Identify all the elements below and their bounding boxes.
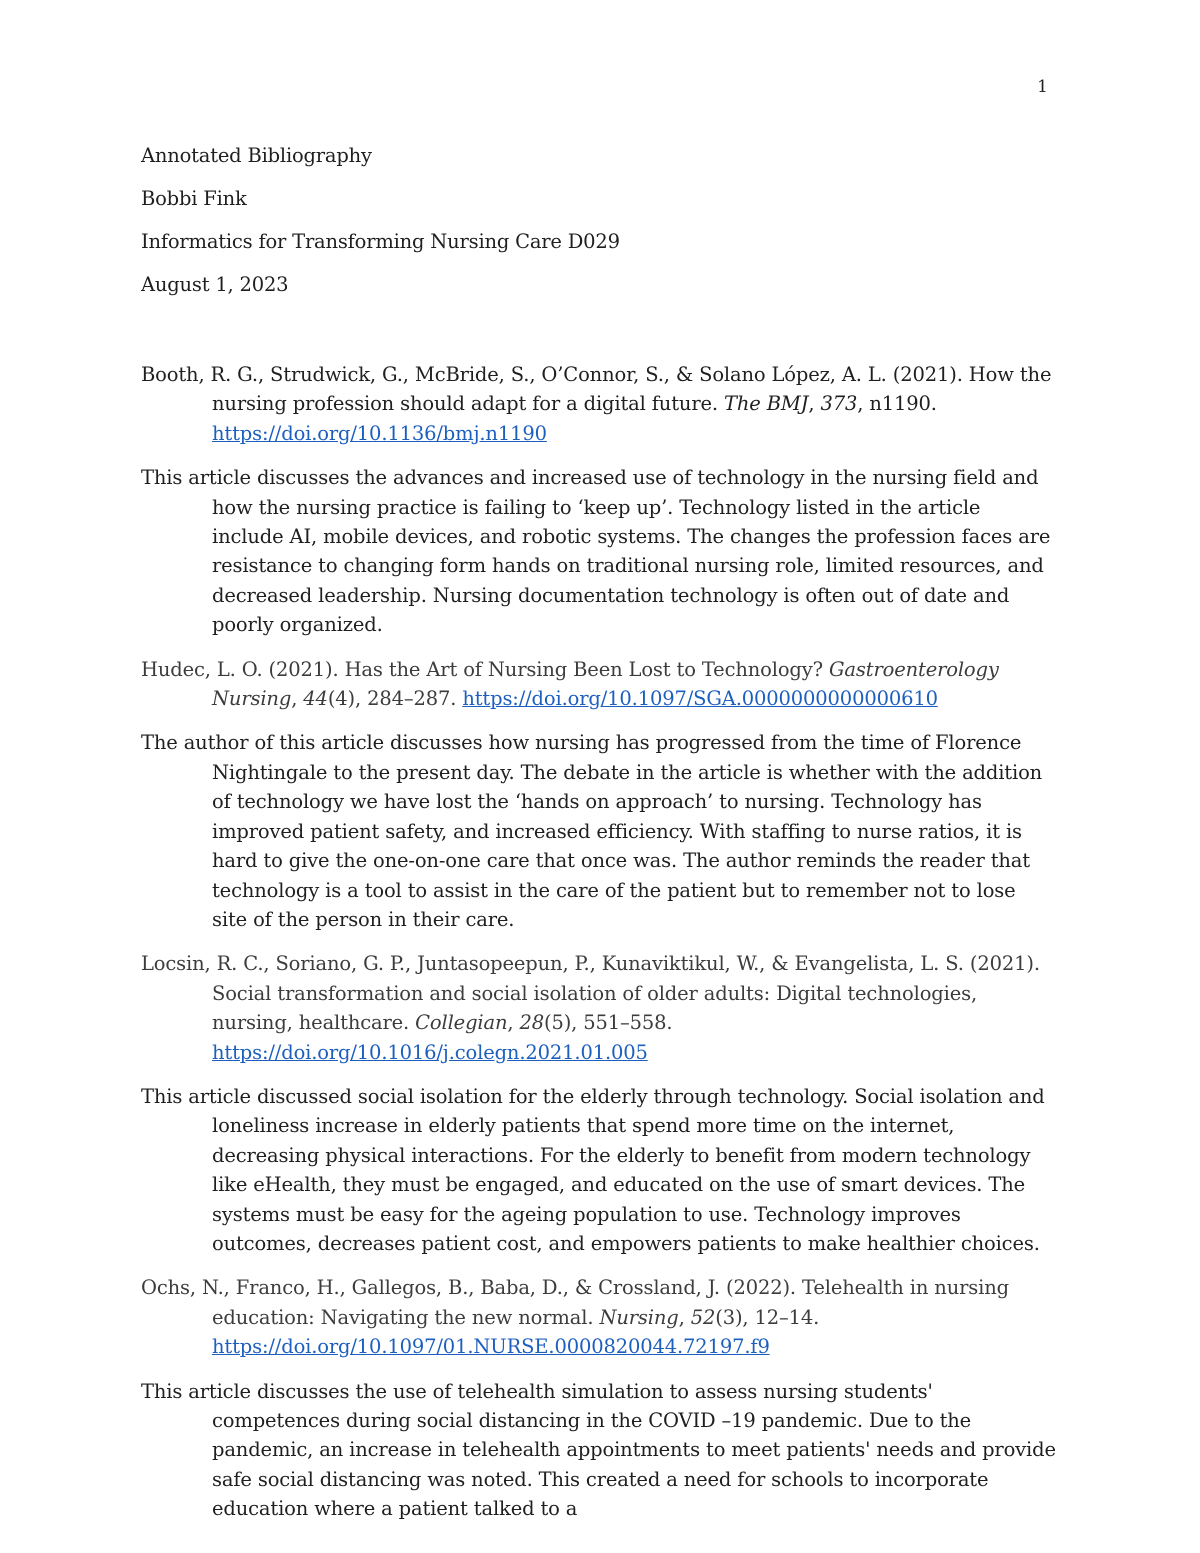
author-name: Bobbi Fink xyxy=(141,187,247,210)
doi-link[interactable]: https://doi.org/10.1016/j.colegn.2021.01.005 xyxy=(212,1040,648,1064)
course-name: Informatics for Transforming Nursing Care D029 xyxy=(141,230,620,253)
journal-title: Collegian xyxy=(415,1011,508,1035)
journal-title: Gastroenterology Nursing xyxy=(212,657,999,711)
citation-pages: , 12–14. xyxy=(742,1305,820,1329)
doi-link[interactable]: https://doi.org/10.1097/SGA.0000000000000610 xyxy=(462,687,938,711)
reference-annotation: This article discusses the use of telehealth simulation to assess nursing students' competences during social distancing in the COVID –19 pandemic. Due to the pandemic, an increase in telehealth appointments to meet patients' needs and provide safe social distancing was noted. This created a need for schools to incorporate education where a patient talked to a xyxy=(141,1379,1056,1521)
reference-citation xyxy=(141,360,1056,448)
citation-text: Booth, R. G., Strudwick, G., McBride, S., O’Connor, S., & Solano López, A. L. (2021). How the nursing profession should adapt for a digital future. xyxy=(141,363,1052,416)
page-number: 1 xyxy=(1037,77,1048,97)
journal-volume: 373 xyxy=(820,392,858,416)
doi-link[interactable]: https://doi.org/10.1097/01.NURSE.0000820044.72197.f9 xyxy=(212,1335,770,1359)
reference-annotation: This article discusses the advances and increased use of technology in the nursing field and how the nursing practice is failing to ‘keep up’. Technology listed in the article include AI, mobile devices, and robotic systems. The changes the profession faces are resistance to changing form hands on traditional nursing role, limited resources, and decreased leadership. Nursing documentation technology is often out of date and poorly organized. xyxy=(141,466,1051,637)
journal-volume: 44 xyxy=(303,687,328,711)
journal-volume: 52 xyxy=(690,1305,716,1329)
reference-annotation: The author of this article discusses how nursing has progressed from the time of Florence Nightingale to the present day. The debate in the article is whether with the addition of technology we have lost the ‘hands on approach’ to nursing. Technology has improved patient safety, and increased efficiency. With staffing to nurse ratios, it is hard to give the one-on-one care that once was. The author reminds the reader that technology is a tool to assist in the care of the patient but to remember not to lose site of the person in their care. xyxy=(141,731,1043,931)
citation-separator: , xyxy=(291,687,304,711)
citation-pages: , n1190. xyxy=(857,392,937,416)
journal-title: The BMJ xyxy=(723,392,809,416)
citation-text: Ochs, N., Franco, H., Gallegos, B., Baba, D., & Crossland, J. (2022). Telehealth in nursing education: Navigating the new normal. xyxy=(141,1276,1009,1329)
citation-separator: , xyxy=(808,392,821,416)
document-body xyxy=(141,142,1056,1539)
journal-issue: (4) xyxy=(327,687,355,711)
citation-text: Locsin, R. C., Soriano, G. P., Juntasopeepun, P., Kunaviktikul, W., & Evangelista, L. S. (2021). Social transformation and social isolation of older adults: Digital technologies, nursing, healthcare. xyxy=(141,952,1040,1035)
journal-volume: 28 xyxy=(519,1011,544,1035)
reference-annotation: This article discussed social isolation for the elderly through technology. Social isolation and loneliness increase in elderly patients that spend more time on the internet, decreasing physical interactions. For the elderly to benefit from modern technology like eHealth, they must be engaged, and educated on the use of smart devices. The systems must be easy for the ageing population to use. Technology improves outcomes, decreases patient cost, and empowers patients to make healthier choices. xyxy=(141,1084,1045,1255)
citation-pages: , 284–287. xyxy=(354,687,463,711)
header-spacer xyxy=(141,314,1056,360)
journal-issue: (3) xyxy=(715,1305,743,1329)
reference-citation xyxy=(141,655,1056,714)
document-title: Annotated Bibliography xyxy=(141,144,372,167)
journal-issue: (5) xyxy=(544,1011,572,1035)
journal-title: Nursing xyxy=(599,1305,679,1329)
reference-citation xyxy=(141,1273,1056,1361)
citation-separator: , xyxy=(678,1305,691,1329)
citation-text: Hudec, L. O. (2021). Has the Art of Nursing Been Lost to Technology? xyxy=(141,657,829,681)
citation-pages: , 551–558. xyxy=(571,1011,673,1035)
reference-citation xyxy=(141,949,1056,1067)
document-date: August 1, 2023 xyxy=(141,273,289,296)
citation-separator: , xyxy=(507,1011,520,1035)
doi-link[interactable]: https://doi.org/10.1136/bmj.n1190 xyxy=(212,421,547,445)
